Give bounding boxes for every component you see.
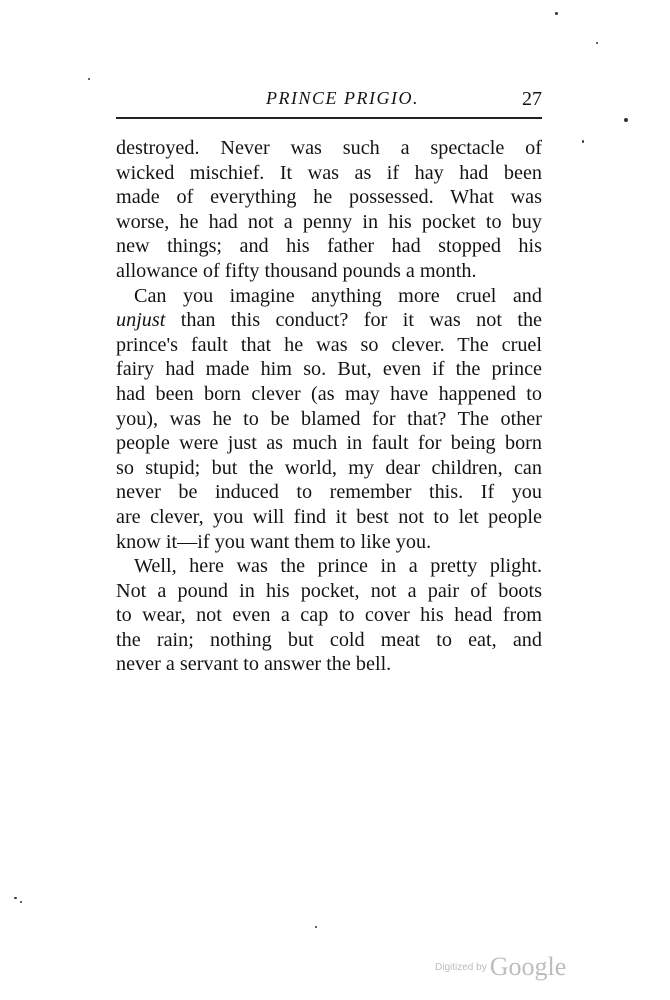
scan-speck bbox=[315, 926, 317, 928]
text-line: prince's fault that he was so clever. The cruel bbox=[116, 333, 542, 356]
page-header bbox=[116, 88, 542, 112]
text-line: fairy had made him so. But, even if the prince bbox=[116, 358, 542, 381]
text-line: Well, here was the prince in a pretty plight. bbox=[134, 555, 542, 578]
text-line: so stupid; but the world, my dear children, can bbox=[116, 456, 542, 479]
scan-speck bbox=[20, 901, 22, 903]
text-line: wicked mischief. It was as if hay had been bbox=[116, 161, 542, 184]
text-line: never a servant to answer the bell. bbox=[116, 653, 392, 676]
digitized-by-watermark bbox=[435, 952, 566, 982]
text-line: made of everything he possessed. What was bbox=[116, 186, 542, 209]
header-rule bbox=[116, 117, 542, 119]
scan-speck bbox=[596, 42, 598, 44]
text-line: the rain; nothing but cold meat to eat, and bbox=[116, 628, 542, 651]
text-line: to wear, not even a cap to cover his head from bbox=[116, 604, 542, 627]
text-line: Can you imagine anything more cruel and bbox=[134, 284, 542, 307]
scan-speck bbox=[582, 140, 584, 143]
page-number: 27 bbox=[522, 88, 542, 110]
scan-speck bbox=[88, 78, 90, 80]
emphasis-text: unjust bbox=[116, 309, 166, 332]
text-line: know it—if you want them to like you. bbox=[116, 530, 432, 553]
text-line: never be induced to remember this. If you bbox=[116, 481, 542, 504]
text-line: destroyed. Never was such a spectacle of bbox=[116, 137, 542, 159]
watermark-brand: Google bbox=[489, 952, 567, 981]
text-line: are clever, you will find it best not to let people bbox=[116, 505, 542, 528]
body-text bbox=[116, 136, 542, 677]
paragraph bbox=[116, 136, 542, 284]
scan-speck bbox=[14, 897, 17, 899]
text-line: new things; and his father had stopped his bbox=[116, 235, 542, 258]
paragraph bbox=[116, 554, 542, 677]
text-line: allowance of fifty thousand pounds a month. bbox=[116, 259, 477, 282]
text-line bbox=[116, 308, 542, 333]
watermark-prefix: Digitized by bbox=[435, 962, 487, 973]
paragraph bbox=[116, 284, 542, 555]
running-head: PRINCE PRIGIO. bbox=[266, 88, 419, 108]
text-segment: than this conduct? for it was not the bbox=[165, 309, 542, 332]
text-line: you), was he to be blamed for that? The other bbox=[116, 407, 542, 430]
scan-speck bbox=[555, 12, 558, 15]
scan-speck bbox=[624, 118, 628, 122]
text-line: Not a pound in his pocket, not a pair of boots bbox=[116, 579, 542, 602]
text-line: people were just as much in fault for being born bbox=[116, 432, 542, 455]
text-line: worse, he had not a penny in his pocket to buy bbox=[116, 210, 542, 233]
text-line: had been born clever (as may have happened to bbox=[116, 382, 542, 405]
